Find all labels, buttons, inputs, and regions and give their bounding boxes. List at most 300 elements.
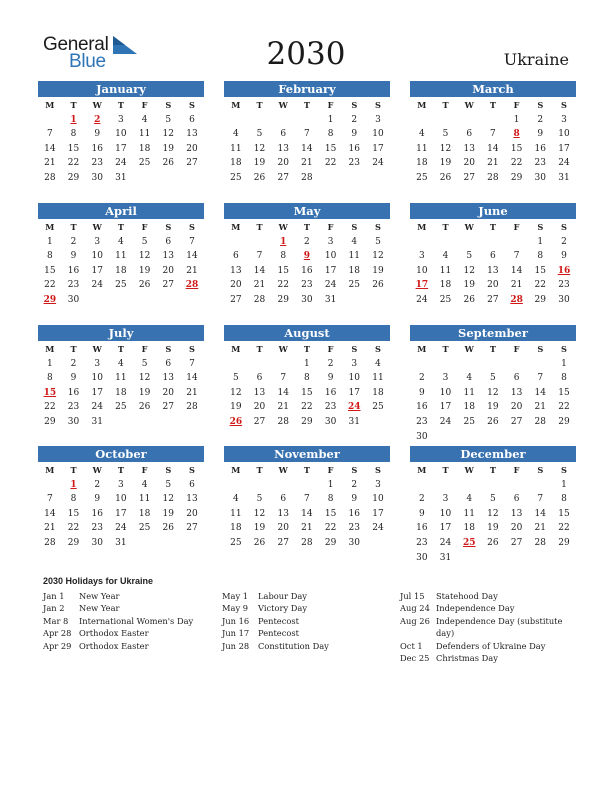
holiday-name: Victory Day: [258, 603, 308, 614]
day-cell: 10: [439, 387, 452, 398]
day-cell: 23: [91, 158, 103, 169]
day-cell: 8: [304, 373, 310, 384]
day-cell: 14: [510, 265, 523, 276]
day-cell: 11: [230, 508, 242, 519]
day-cell: 19: [463, 280, 475, 291]
day-cell: 5: [256, 129, 263, 140]
month-header: December: [410, 446, 576, 462]
day-cell: 5: [141, 358, 148, 369]
month-day-grid: [224, 463, 390, 551]
day-cell: 22: [67, 158, 80, 169]
day-cell: 29: [67, 172, 80, 183]
weekday-label: S: [351, 222, 358, 232]
day-cell: 25: [230, 537, 242, 548]
day-cell: 15: [301, 387, 313, 398]
day-cell: 11: [348, 251, 360, 262]
day-cell: 11: [416, 143, 428, 154]
month-november: [224, 446, 390, 551]
empty-cell: [271, 478, 295, 493]
holiday-date: Jun 17: [222, 628, 250, 639]
day-cell: 2: [537, 114, 544, 125]
day-cell: 22: [558, 523, 570, 534]
weekday-label: M: [45, 100, 55, 110]
day-cell: 12: [487, 508, 499, 519]
month-day-grid: [224, 342, 390, 430]
day-cell: 23: [324, 402, 337, 413]
day-cell: 14: [301, 143, 313, 154]
day-cell: 13: [277, 508, 289, 519]
day-cell: 13: [162, 251, 174, 262]
day-cell: 17: [558, 143, 570, 154]
day-cell: 19: [253, 523, 266, 534]
holiday-day-cell: 17: [415, 280, 429, 291]
day-cell: 8: [70, 129, 77, 140]
day-cell: 25: [416, 172, 428, 183]
day-cell: 1: [46, 236, 53, 247]
weekday-label: F: [141, 100, 148, 110]
holiday-day-cell: 8: [513, 129, 520, 140]
day-cell: 11: [138, 129, 151, 140]
empty-cell: [224, 357, 248, 372]
day-cell: 7: [490, 129, 496, 140]
day-cell: 4: [232, 494, 239, 505]
day-cell: 18: [138, 143, 151, 154]
day-cell: 19: [487, 402, 499, 413]
day-cell: 28: [44, 172, 56, 183]
weekday-label: S: [375, 465, 381, 475]
day-cell: 24: [324, 280, 337, 291]
month-october: [38, 446, 204, 551]
day-cell: 7: [280, 373, 287, 384]
day-cell: 23: [348, 158, 360, 169]
day-cell: 16: [416, 402, 428, 413]
day-cell: 23: [558, 280, 570, 291]
day-cell: 3: [94, 236, 101, 247]
day-cell: 6: [189, 114, 195, 125]
day-cell: 29: [534, 294, 546, 305]
month-day-grid: [38, 463, 204, 551]
day-cell: 21: [253, 280, 266, 291]
day-cell: 16: [348, 508, 360, 519]
holiday-name: Constitution Day: [258, 640, 329, 651]
holiday-date: Mar 8: [43, 615, 69, 626]
weekday-label: W: [92, 222, 102, 232]
day-cell: 22: [301, 402, 313, 413]
day-cell: 18: [372, 387, 384, 398]
weekday-label: F: [327, 344, 334, 354]
holiday-name: Independence Day (substitute day): [436, 615, 563, 639]
day-cell: 5: [466, 251, 473, 262]
day-cell: 13: [230, 265, 242, 276]
day-cell: 1: [327, 114, 334, 125]
day-cell: 5: [165, 479, 172, 490]
day-cell: 9: [418, 508, 425, 519]
weekday-label: S: [351, 100, 358, 110]
weekday-label: S: [375, 222, 381, 232]
day-cell: 15: [558, 508, 570, 519]
day-cell: 26: [138, 280, 151, 291]
day-cell: 19: [372, 265, 384, 276]
day-cell: 29: [558, 416, 570, 427]
day-cell: 5: [165, 114, 172, 125]
day-cell: 23: [348, 523, 360, 534]
weekday-label: S: [189, 344, 195, 354]
holiday-name: Pentecost: [258, 615, 299, 626]
day-cell: 7: [304, 494, 310, 505]
empty-cell: [295, 113, 319, 128]
day-cell: 15: [534, 265, 546, 276]
holiday-date: Oct 1: [400, 640, 423, 651]
month-header: February: [224, 81, 390, 97]
day-cell: 27: [230, 294, 242, 305]
weekday-label: T: [303, 222, 310, 232]
day-cell: 12: [487, 387, 499, 398]
day-cell: 16: [348, 143, 360, 154]
weekday-label: T: [303, 100, 310, 110]
weekday-label: S: [351, 465, 358, 475]
weekday-label: S: [165, 222, 172, 232]
day-cell: 9: [70, 373, 77, 384]
day-cell: 21: [44, 523, 56, 534]
day-cell: 22: [534, 280, 546, 291]
weekday-label: F: [327, 222, 334, 232]
month-august: [224, 325, 390, 430]
holiday-name: Christmas Day: [436, 653, 498, 664]
day-cell: 5: [141, 236, 148, 247]
day-cell: 7: [189, 236, 195, 247]
day-cell: 12: [253, 508, 266, 519]
day-cell: 6: [189, 479, 195, 490]
day-cell: 9: [70, 251, 77, 262]
holiday-entry: [43, 627, 208, 639]
empty-cell: [410, 235, 434, 250]
weekday-label: T: [303, 465, 310, 475]
country-name: Ukraine: [503, 50, 569, 69]
weekday-label: M: [231, 344, 241, 354]
day-cell: 10: [558, 129, 570, 140]
day-cell: 9: [561, 251, 567, 262]
day-cell: 24: [115, 158, 127, 169]
day-cell: 16: [91, 143, 103, 154]
day-cell: 26: [487, 416, 499, 427]
weekday-label: W: [278, 344, 288, 354]
day-cell: 18: [230, 158, 242, 169]
month-day-grid: [224, 220, 390, 308]
weekday-label: M: [417, 465, 427, 475]
day-cell: 30: [348, 537, 360, 548]
day-cell: 3: [418, 251, 425, 262]
weekday-label: F: [141, 465, 148, 475]
day-cell: 25: [138, 523, 151, 534]
day-cell: 3: [118, 479, 124, 490]
month-header: September: [410, 325, 576, 341]
day-cell: 10: [348, 373, 360, 384]
weekday-label: T: [256, 465, 263, 475]
weekday-label: S: [375, 100, 381, 110]
empty-cell: [457, 113, 481, 128]
day-cell: 31: [348, 416, 360, 427]
day-cell: 21: [534, 402, 546, 413]
day-cell: 30: [534, 172, 546, 183]
day-cell: 9: [351, 494, 358, 505]
day-cell: 10: [439, 508, 452, 519]
day-cell: 5: [490, 494, 496, 505]
day-cell: 30: [91, 172, 103, 183]
holiday-entry: [400, 602, 570, 614]
weekday-label: M: [45, 222, 55, 232]
day-cell: 10: [372, 494, 384, 505]
holiday-name: Defenders of Ukraine Day: [436, 640, 546, 651]
month-day-grid: [38, 220, 204, 308]
day-cell: 30: [67, 294, 80, 305]
day-cell: 22: [558, 402, 570, 413]
day-cell: 22: [324, 523, 337, 534]
empty-cell: [434, 235, 458, 250]
day-cell: 1: [513, 114, 520, 125]
weekday-label: S: [189, 465, 195, 475]
empty-cell: [481, 357, 505, 372]
day-cell: 31: [115, 537, 127, 548]
day-cell: 15: [44, 265, 56, 276]
holiday-entry: [400, 615, 570, 640]
holiday-day-cell: 29: [43, 294, 57, 305]
empty-cell: [434, 478, 458, 493]
day-cell: 23: [67, 280, 80, 291]
holiday-day-cell: 2: [94, 114, 101, 125]
holiday-date: Jul 15: [400, 591, 425, 601]
month-day-grid: [38, 342, 204, 430]
day-cell: 20: [463, 158, 475, 169]
day-cell: 24: [416, 294, 428, 305]
holiday-entry: [222, 627, 387, 639]
day-cell: 6: [513, 373, 520, 384]
weekday-label: W: [278, 465, 288, 475]
day-cell: 9: [351, 129, 358, 140]
day-cell: 13: [463, 143, 475, 154]
month-header: October: [38, 446, 204, 462]
holiday-day-cell: 25: [462, 537, 476, 548]
empty-cell: [248, 113, 272, 128]
day-cell: 5: [490, 373, 496, 384]
day-cell: 14: [487, 143, 499, 154]
day-cell: 30: [416, 552, 428, 563]
logo-word-general: General: [43, 34, 109, 55]
empty-cell: [505, 357, 529, 372]
day-cell: 6: [256, 373, 263, 384]
empty-cell: [38, 113, 62, 128]
day-cell: 13: [510, 387, 523, 398]
weekday-label: S: [351, 344, 358, 354]
day-cell: 11: [138, 494, 151, 505]
day-cell: 12: [253, 143, 266, 154]
day-cell: 29: [44, 416, 56, 427]
day-cell: 25: [115, 402, 127, 413]
weekday-label: T: [489, 100, 496, 110]
day-cell: 24: [439, 537, 452, 548]
weekday-label: T: [303, 344, 310, 354]
day-cell: 28: [253, 294, 266, 305]
weekday-label: T: [442, 100, 449, 110]
holiday-day-cell: 28: [185, 280, 199, 291]
day-cell: 29: [277, 294, 289, 305]
holiday-date: Apr 29: [43, 640, 72, 651]
empty-cell: [248, 357, 272, 372]
day-cell: 31: [115, 172, 127, 183]
day-cell: 12: [138, 373, 151, 384]
day-cell: 21: [510, 280, 523, 291]
empty-cell: [457, 357, 481, 372]
day-cell: 27: [510, 537, 523, 548]
day-cell: 7: [513, 251, 520, 262]
day-cell: 2: [351, 479, 358, 490]
weekday-label: T: [489, 344, 496, 354]
day-cell: 20: [277, 158, 289, 169]
month-april: [38, 203, 204, 308]
day-cell: 2: [70, 236, 77, 247]
day-cell: 14: [534, 387, 546, 398]
day-cell: 26: [253, 172, 266, 183]
day-cell: 19: [439, 158, 452, 169]
holiday-name: Orthodox Easter: [79, 628, 149, 639]
holiday-entry: [43, 615, 208, 627]
holiday-day-cell: 9: [303, 251, 311, 262]
month-day-grid: [38, 98, 204, 186]
weekday-label: T: [256, 100, 263, 110]
day-cell: 8: [561, 373, 567, 384]
empty-cell: [457, 478, 481, 493]
weekday-label: S: [189, 100, 195, 110]
day-cell: 17: [348, 387, 360, 398]
weekday-label: F: [141, 344, 148, 354]
holiday-date: Jan 2: [43, 603, 65, 614]
day-cell: 20: [162, 387, 174, 398]
weekday-label: W: [464, 222, 474, 232]
day-cell: 20: [277, 523, 289, 534]
holiday-column: [400, 590, 570, 664]
day-cell: 12: [162, 494, 174, 505]
day-cell: 28: [534, 537, 546, 548]
day-cell: 27: [463, 172, 475, 183]
weekday-label: S: [537, 465, 544, 475]
day-cell: 31: [91, 416, 103, 427]
day-cell: 7: [189, 358, 195, 369]
weekday-label: W: [278, 100, 288, 110]
month-header: July: [38, 325, 204, 341]
holiday-date: Dec 25: [400, 653, 430, 664]
day-cell: 18: [138, 508, 151, 519]
empty-cell: [248, 478, 272, 493]
holiday-name: Labour Day: [258, 591, 307, 601]
weekday-label: S: [189, 222, 195, 232]
holiday-day-cell: 1: [70, 479, 77, 490]
month-header: November: [224, 446, 390, 462]
day-cell: 1: [46, 358, 53, 369]
day-cell: 28: [301, 172, 313, 183]
weekday-label: M: [417, 222, 427, 232]
month-june: [410, 203, 576, 308]
day-cell: 18: [463, 402, 475, 413]
day-cell: 28: [277, 416, 289, 427]
empty-cell: [410, 357, 434, 372]
day-cell: 22: [277, 280, 289, 291]
day-cell: 13: [510, 508, 523, 519]
day-cell: 17: [115, 508, 127, 519]
day-cell: 12: [138, 251, 151, 262]
day-cell: 14: [277, 387, 289, 398]
holiday-day-cell: 28: [510, 294, 523, 305]
day-cell: 3: [561, 114, 567, 125]
holiday-entry: [43, 640, 208, 652]
day-cell: 4: [418, 129, 425, 140]
day-cell: 28: [44, 537, 56, 548]
holiday-entry: [222, 602, 387, 614]
day-cell: 6: [165, 236, 172, 247]
day-cell: 6: [232, 251, 239, 262]
weekday-label: W: [92, 344, 102, 354]
day-cell: 19: [138, 387, 151, 398]
day-cell: 20: [186, 508, 198, 519]
day-cell: 27: [510, 416, 523, 427]
day-cell: 13: [162, 373, 174, 384]
day-cell: 12: [372, 251, 384, 262]
empty-cell: [457, 235, 481, 250]
day-cell: 6: [280, 129, 287, 140]
day-cell: 13: [186, 129, 198, 140]
weekday-label: T: [442, 344, 449, 354]
empty-cell: [271, 357, 295, 372]
weekday-label: M: [231, 100, 241, 110]
month-header: May: [224, 203, 390, 219]
weekday-label: T: [489, 465, 496, 475]
holiday-entry: [43, 590, 208, 602]
day-cell: 29: [67, 537, 80, 548]
weekday-label: S: [561, 344, 567, 354]
day-cell: 6: [165, 358, 172, 369]
day-cell: 1: [537, 236, 544, 247]
weekday-label: M: [45, 465, 55, 475]
day-cell: 4: [118, 236, 124, 247]
day-cell: 7: [256, 251, 263, 262]
empty-cell: [410, 113, 434, 128]
day-cell: 9: [94, 494, 101, 505]
empty-cell: [224, 113, 248, 128]
day-cell: 7: [304, 129, 310, 140]
day-cell: 8: [561, 494, 567, 505]
weekday-label: F: [513, 465, 520, 475]
weekday-label: M: [417, 344, 427, 354]
empty-cell: [295, 478, 319, 493]
holiday-name: New Year: [79, 603, 120, 614]
day-cell: 29: [510, 172, 523, 183]
day-cell: 26: [162, 158, 174, 169]
day-cell: 5: [375, 236, 381, 247]
month-february: [224, 81, 390, 186]
day-cell: 27: [253, 416, 266, 427]
day-cell: 21: [186, 265, 198, 276]
day-cell: 26: [463, 294, 475, 305]
day-cell: 11: [115, 251, 127, 262]
day-cell: 4: [232, 129, 239, 140]
day-cell: 3: [442, 373, 449, 384]
day-cell: 14: [534, 508, 546, 519]
day-cell: 6: [490, 251, 496, 262]
day-cell: 14: [44, 143, 56, 154]
day-cell: 21: [487, 158, 499, 169]
day-cell: 28: [534, 416, 546, 427]
day-cell: 3: [442, 494, 449, 505]
day-cell: 11: [372, 373, 384, 384]
day-cell: 28: [301, 537, 313, 548]
